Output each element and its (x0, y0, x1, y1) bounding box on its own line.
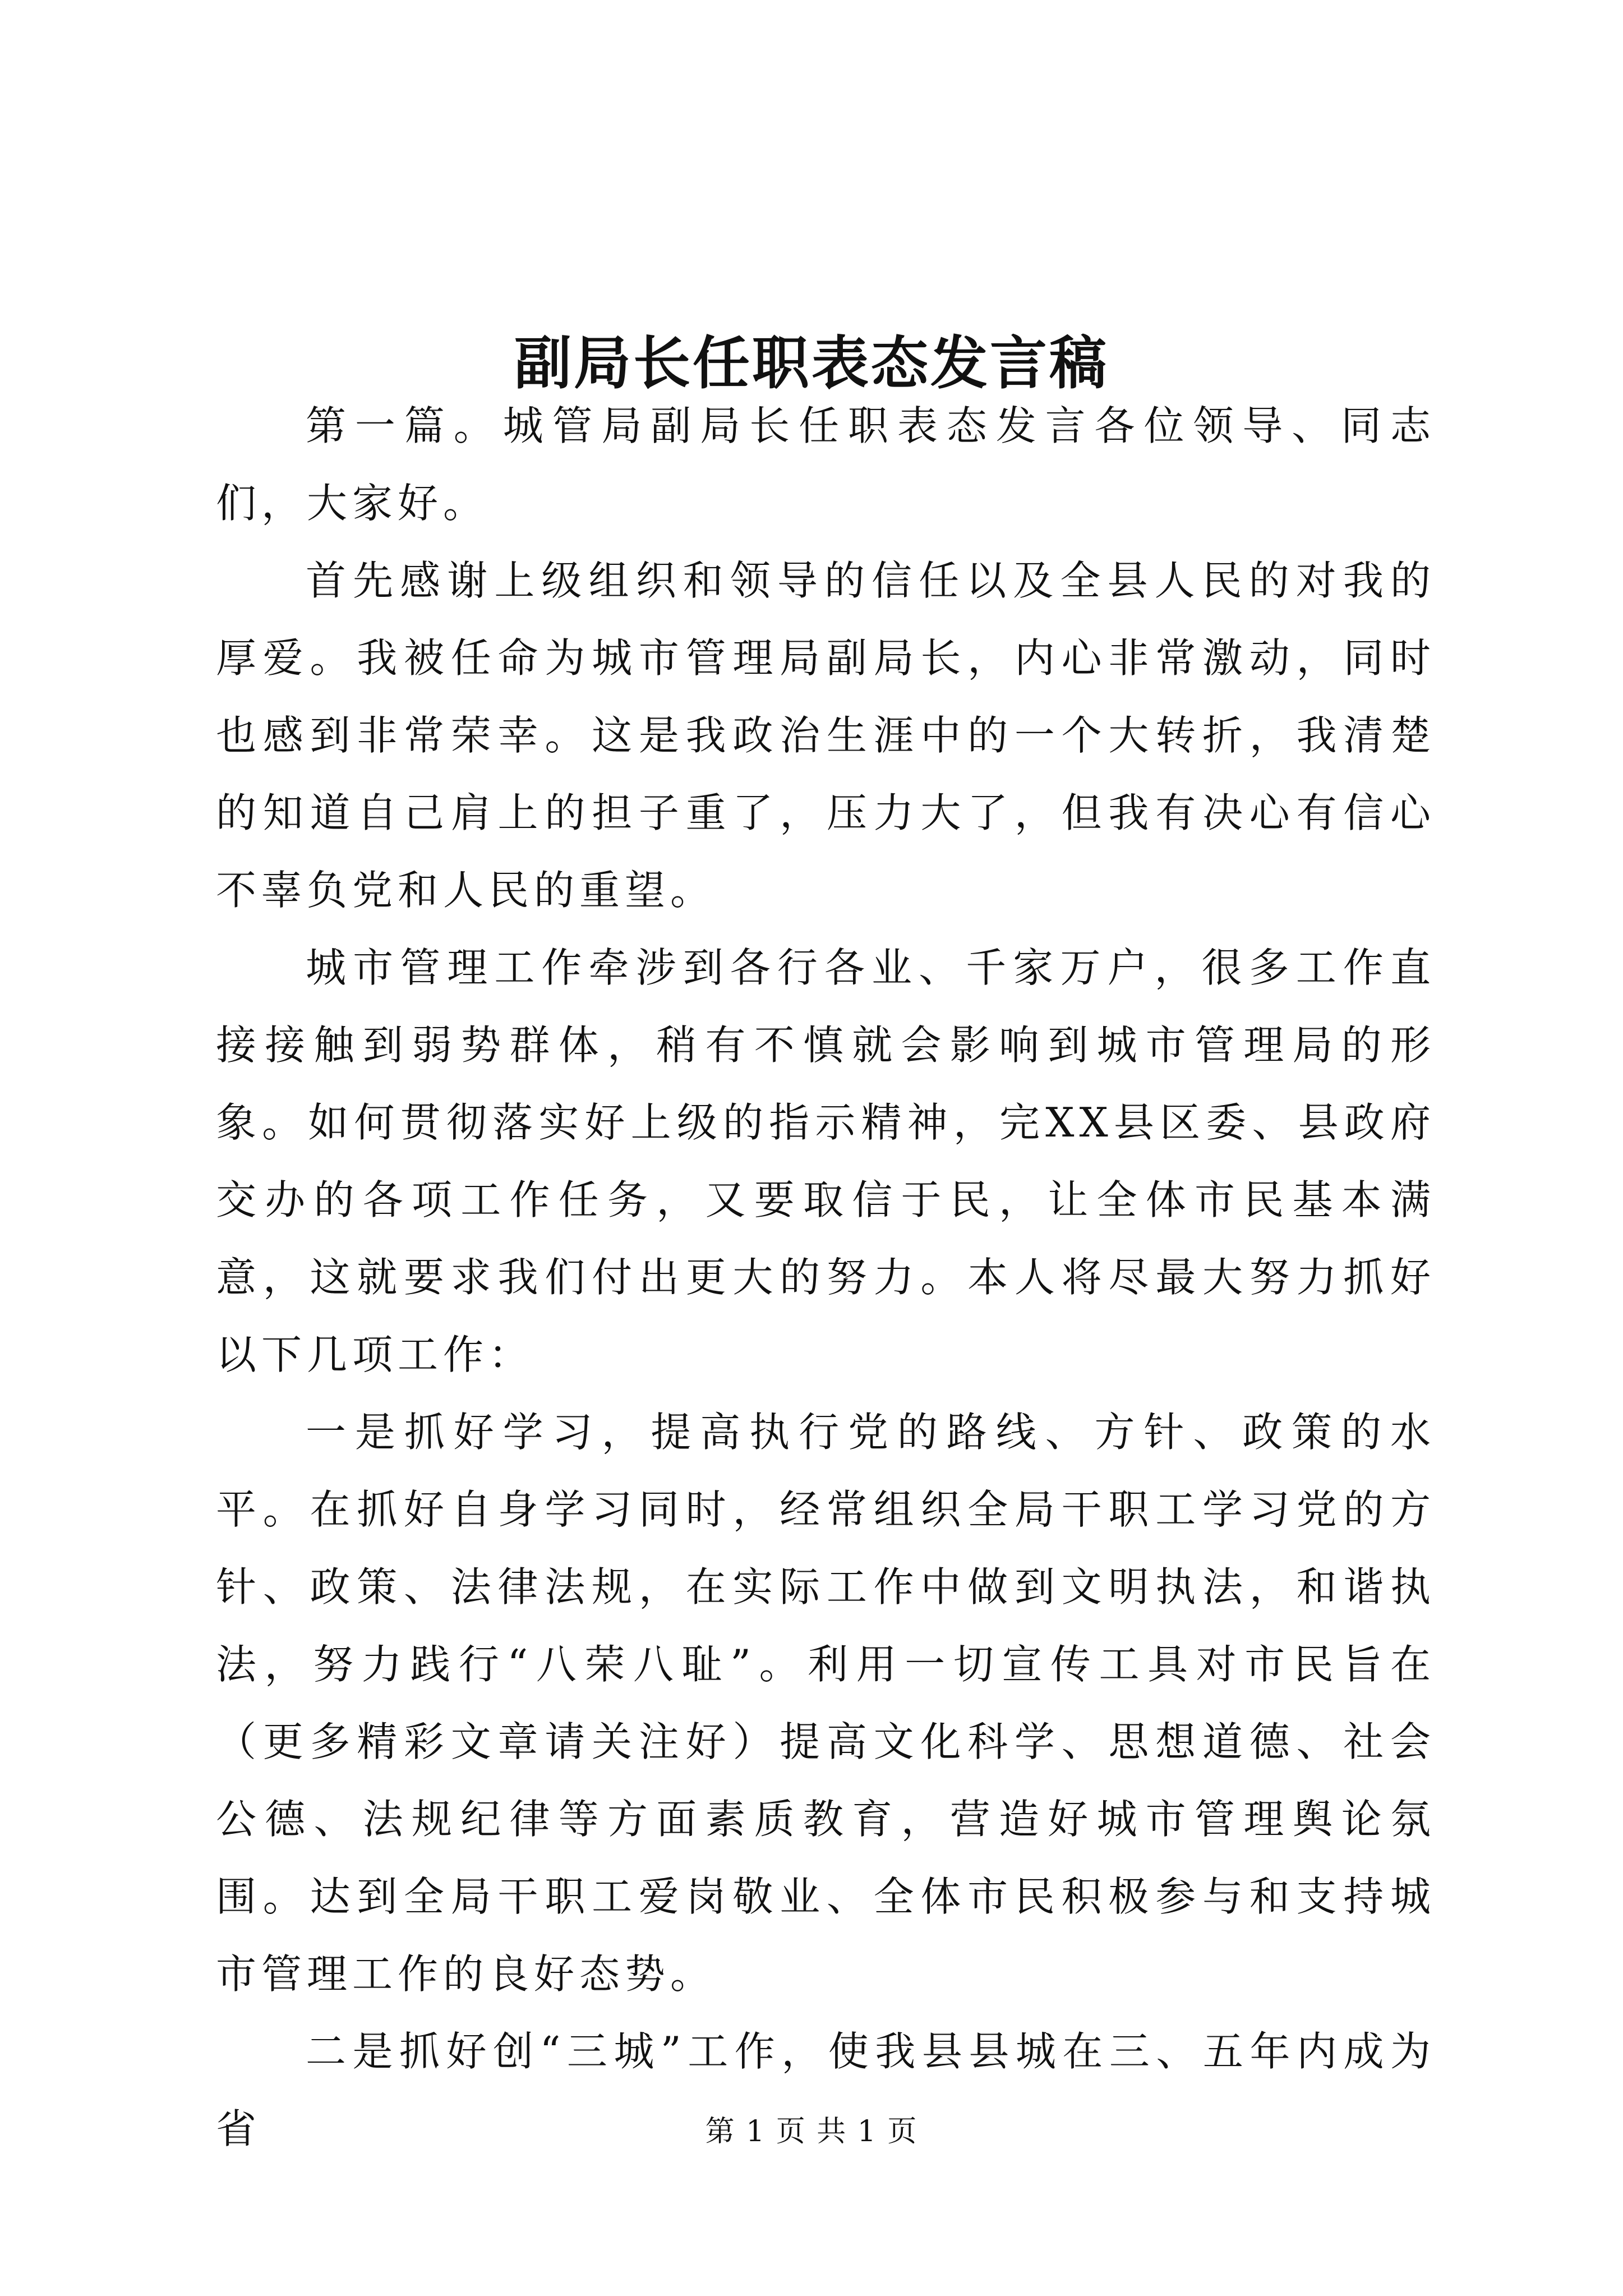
document-body (216, 387, 1436, 2168)
page-footer: 第 1 页 共 1 页 (705, 2115, 918, 2148)
paragraph-3: 城市管理工作牵涉到各行各业、千家万户，很多工作直接接触到弱势群体，稍有不慎就会影响到城市管理局的形象。如何贯彻落实好上级的指示精神，完XX县区委、县政府交办的各项工作任务，又要取信于民，让全体市民基本满意，这就要求我们付出更大的努力。本人将尽最大努力抓好以下几项工作： (216, 944, 1436, 1378)
paragraph-2: 首先感谢上级组织和领导的信任以及全县人民的对我的厚爱。我被任命为城市管理局副局长，内心非常激动，同时也感到非常荣幸。这是我政治生涯中的一个大转折，我清楚的知道自己肩上的担子重了，压力大了，但我有决心有信心不辜负党和人民的重望。 (216, 557, 1436, 914)
paragraph-1: 第一篇。城管局副局长任职表态发言各位领导、同志们，大家好。 (216, 402, 1436, 527)
paragraph-5: 二是抓好创“三城”工作，使我县县城在三、五年内成为省 (216, 2028, 1436, 2152)
document-title: 副局长任职表态发言稿 (514, 330, 1109, 398)
paragraph-4: 一是抓好学习，提高执行党的路线、方针、政策的水平。在抓好自身学习同时，经常组织全局干职工学习党的方针、政策、法律法规，在实际工作中做到文明执法，和谐执法，努力践行“八荣八耻”。利用一切宣传工具对市民旨在（更多精彩文章请关注好）提高文化科学、思想道德、社会公德、法规纪律等方面素质教育，营造好城市管理舆论氛围。达到全局干职工爱岗敬业、全体市民积极参与和支持城市管理工作的良好态势。 (216, 1409, 1436, 1998)
